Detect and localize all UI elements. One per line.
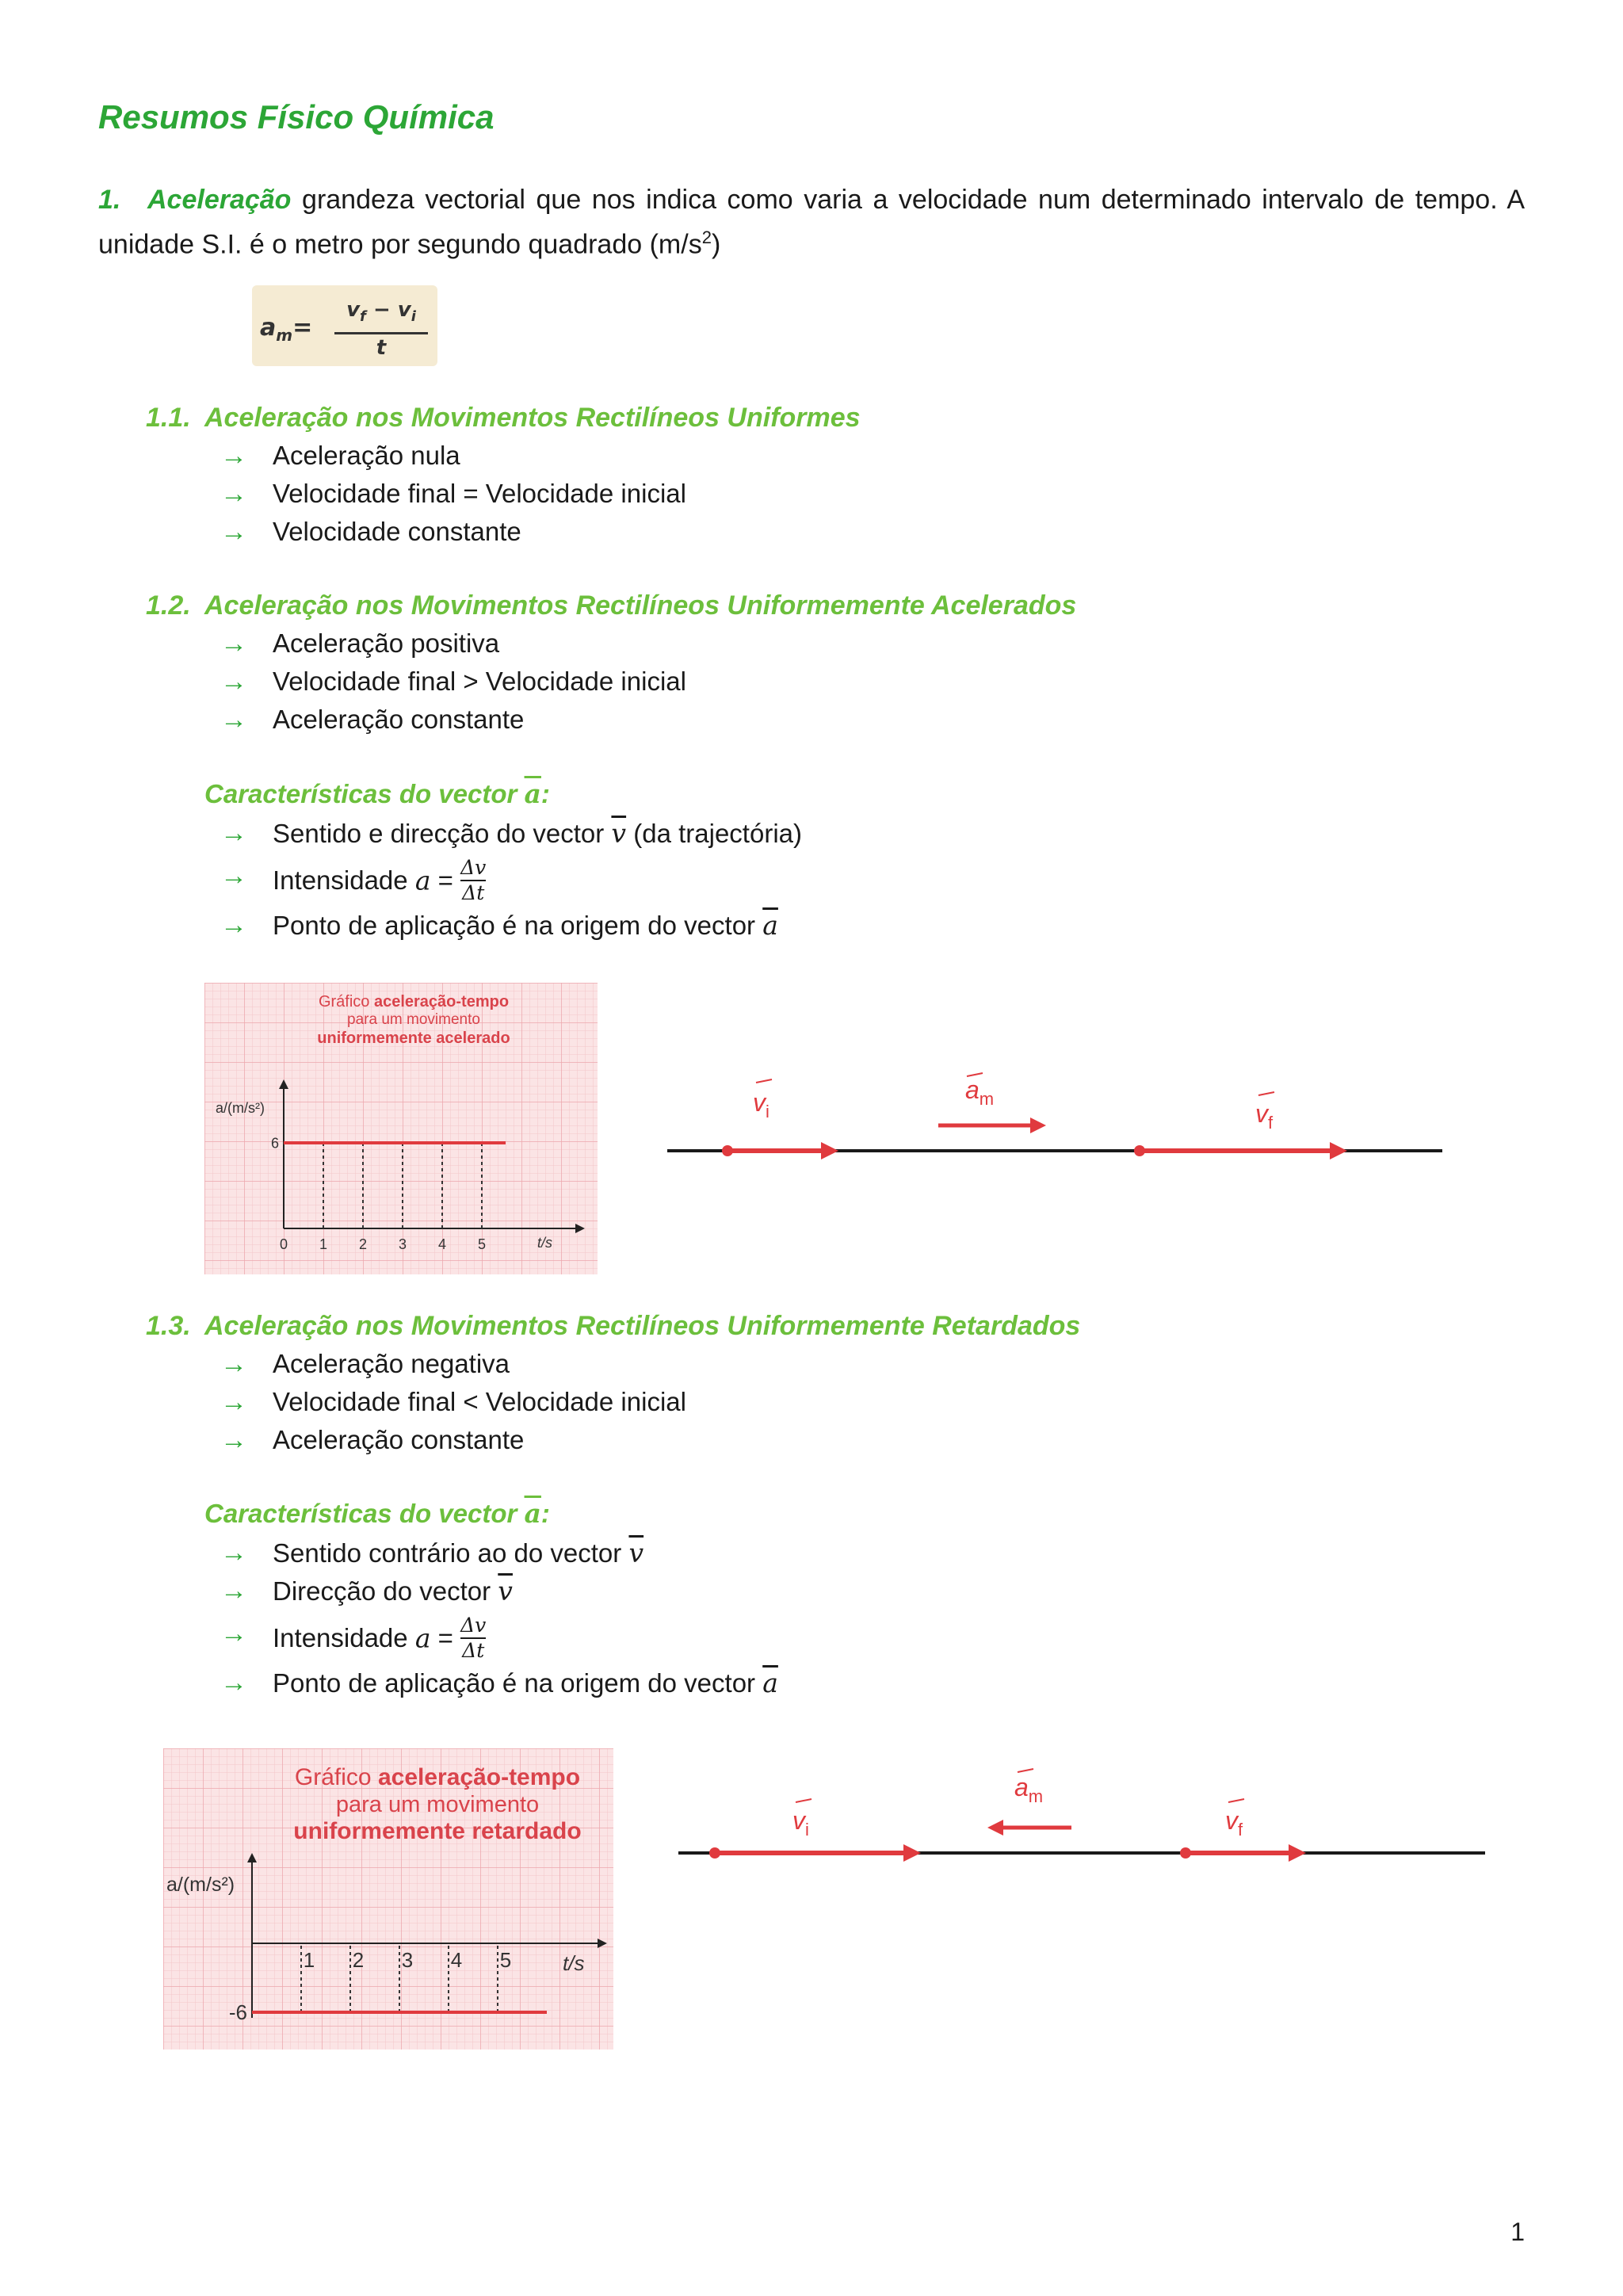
section-1-1-heading [146,403,861,434]
arrow-right-icon: → [220,517,247,547]
x-axis-label: t/s [537,1235,553,1251]
arrow-right-icon: → [220,441,247,471]
arrow-right-icon: → [220,818,247,848]
x-tick-label: 4 [450,1948,463,1972]
section-1-3-number: 1.3. [146,1311,191,1341]
section-1-3-title: Aceleração nos Movimentos Rectilíneos Uniformemente Retardados [204,1311,1081,1341]
x-tick-label: 5 [477,1236,487,1252]
x-tick-label: 3 [398,1236,407,1252]
frac-num: Δv [460,1614,487,1637]
arrow-right-icon: → [220,479,247,509]
characteristics-heading-2 [204,1498,550,1529]
x-tick-label: 0 [279,1236,288,1252]
var-a: a [414,1622,431,1654]
list-item-text [273,1614,486,1663]
list-item-text: Velocidade final = Velocidade inicial [273,479,686,508]
x-tick-label: 3 [401,1948,414,1972]
chart-title-bold: aceleração-tempo [373,993,510,1010]
page-number: 1 [1510,2218,1525,2246]
formula-vi: v [397,298,411,322]
vf-overarrow [1228,1799,1244,1802]
list-item-text [273,856,486,905]
fraction-dv-dt [460,856,486,905]
text: (da trajectória) [626,819,802,848]
x-tick-label: 1 [303,1948,315,1972]
label-vi-letter: v [753,1088,766,1117]
section-1-term: Aceleração [147,185,292,215]
y-tick-label: -6 [228,2000,247,2025]
list-item-text: Velocidade constante [273,517,521,546]
list-item-text [273,1576,513,1606]
x-tick-label: 1 [319,1236,328,1252]
label-am-letter: a [1014,1773,1029,1801]
label-vf-letter: v [1255,1099,1268,1128]
chart-title-line-3: uniformemente acelerado [317,1030,510,1047]
section-1-2-title: Aceleração nos Movimentos Rectilíneos Uniformemente Acelerados [204,590,1077,621]
frac-num: Δv [460,856,487,879]
unit-close: ) [711,229,721,260]
section-1-2-number: 1.2. [146,590,191,621]
chart-title-line-2: para um movimento [347,1011,480,1028]
equals: = [430,1623,461,1652]
label-vf-sub: f [1268,1113,1274,1133]
label-vf [1255,1099,1274,1133]
arrow-right-icon: → [220,1349,247,1379]
formula-minus: − [365,298,398,322]
chart-title-pre: Gráfico [294,1764,378,1790]
vf-overarrow [1258,1092,1274,1095]
colon: : [540,779,550,808]
var-a: a [414,865,431,896]
label-vf [1225,1806,1243,1839]
formula-lhs: a [260,314,277,342]
formula-lhs-sub: m [276,326,293,345]
vector-a-symbol: $\overline{a}$ [762,1668,778,1698]
list-item-text [273,910,778,941]
list-item-text: Aceleração constante [273,1425,525,1454]
arrow-right-icon: → [220,910,247,940]
label-am [965,1075,994,1109]
vector-vf-arrowhead [1289,1844,1306,1862]
chart-accelerated [204,983,598,1274]
vector-vi-arrowhead [903,1844,921,1862]
list-item-text [273,1668,778,1698]
arrow-right-icon: → [220,1576,247,1606]
chart-title-line-1 [295,1764,580,1790]
equals: = [430,865,461,895]
arrow-right-icon: → [220,861,247,891]
y-axis-label: a/(m/s²) [216,1100,265,1116]
arrow-right-icon: → [220,1668,247,1698]
acceleration-formula: $a_m=$ $\frac{v_f - v_i}{t}$ [252,285,437,366]
list-item-text [273,818,802,849]
label-vi-sub: i [766,1102,769,1121]
chart-title-bold: aceleração-tempo [377,1764,581,1790]
formula-numerator [334,296,428,330]
arrow-right-icon: → [220,1387,247,1417]
section-1-1-title: Aceleração nos Movimentos Rectilíneos Uniformes [204,403,861,433]
list-item-text: Velocidade final > Velocidade inicial [273,667,686,696]
list-item-text [273,1538,643,1568]
vector-am-arrowhead [987,1820,1003,1836]
vector-a-symbol: $\overline{a}$ [524,778,541,809]
velocity-diagram-accelerated [663,1062,1447,1173]
y-axis-label: a/(m/s²) [166,1874,235,1896]
label-vi-letter: v [792,1806,805,1835]
text: Intensidade [273,1623,415,1652]
label-vf-letter: v [1225,1806,1238,1835]
section-1-3-heading [146,1311,1080,1342]
label-am-sub: m [1028,1786,1044,1806]
formula-vi-sub: i [411,308,416,326]
chart-title-line-1 [319,993,509,1010]
list-item-text: Aceleração positiva [273,628,500,658]
x-tick-label: 2 [352,1948,365,1972]
frac-den: Δt [460,880,486,905]
vi-overarrow [796,1799,812,1802]
label-vi [753,1088,769,1121]
text: Direcção do vector [273,1576,498,1606]
arrow-right-icon: → [220,1618,247,1648]
vector-v-symbol: $\overline{v}$ [498,1576,513,1606]
arrow-right-icon: → [220,705,247,735]
list-item-text: Aceleração negativa [273,1349,510,1378]
text: Sentido e direcção do vector [273,819,612,848]
label-am-sub: m [979,1089,995,1109]
section-1-number: 1. [98,185,121,215]
vector-am-arrowhead [1030,1117,1046,1133]
velocity-diagram-retarded [675,1759,1491,1870]
text: Ponto de aplicação é na origem do vector [273,1668,763,1698]
colon: : [540,1499,550,1528]
x-tick-label: 4 [437,1236,447,1252]
vector-vf-arrowhead [1330,1142,1347,1159]
y-tick-label: 6 [270,1135,279,1152]
label-am [1014,1773,1043,1806]
vector-a-symbol: $\overline{a}$ [762,910,778,941]
x-tick-label: 5 [499,1948,512,1972]
vector-v-symbol: $\overline{v}$ [611,818,627,849]
text: Sentido contrário ao do vector [273,1538,629,1568]
chart-title-line-3: uniformemente retardado [293,1818,582,1844]
x-tick-label: 2 [358,1236,368,1252]
formula-vf: v [346,298,361,322]
frac-den: Δt [460,1637,486,1663]
chart-retarded [163,1748,613,2050]
characteristics-title: Características do vector [204,779,525,808]
fraction-dv-dt [460,1614,486,1663]
chart-title-line-2: para um movimento [335,1792,540,1817]
label-am-letter: a [965,1075,980,1104]
arrow-right-icon: → [220,1425,247,1455]
section-1-2-heading [146,590,1076,621]
arrow-right-icon: → [220,667,247,697]
section-1-1-number: 1.1. [146,403,191,433]
vector-vi-arrowhead [821,1142,838,1159]
page-title: Resumos Físico Química [98,98,495,136]
text: Intensidade [273,865,415,895]
am-overarrow [1018,1769,1033,1772]
x-axis-label: t/s [563,1951,585,1975]
characteristics-title: Características do vector [204,1499,525,1528]
formula-vf-sub: f [360,308,366,326]
characteristics-heading-1 [204,778,550,809]
list-item-text: Aceleração constante [273,705,525,734]
section-1-definition [98,181,1525,263]
vi-overarrow [756,1079,772,1083]
label-vf-sub: f [1238,1820,1243,1839]
label-vi [792,1806,809,1839]
formula-denominator: t [334,332,428,361]
unit-exponent: 2 [701,227,712,247]
arrow-right-icon: → [220,1538,247,1568]
section-1-text: grandeza vectorial que nos indica como varia a velocidade num determinado intervalo de tempo. A unidade S.I. é o metro por segundo quadrado (m/s [98,185,1526,260]
list-item-text: Aceleração nula [273,441,460,470]
list-item-text: Velocidade final < Velocidade inicial [273,1387,686,1416]
label-vi-sub: i [805,1820,809,1839]
text: Ponto de aplicação é na origem do vector [273,911,763,940]
vector-v-symbol: $\overline{v}$ [628,1538,644,1568]
arrow-right-icon: → [220,628,247,659]
chart-title-pre: Gráfico [318,993,374,1010]
vector-a-symbol: $\overline{a}$ [524,1498,541,1529]
